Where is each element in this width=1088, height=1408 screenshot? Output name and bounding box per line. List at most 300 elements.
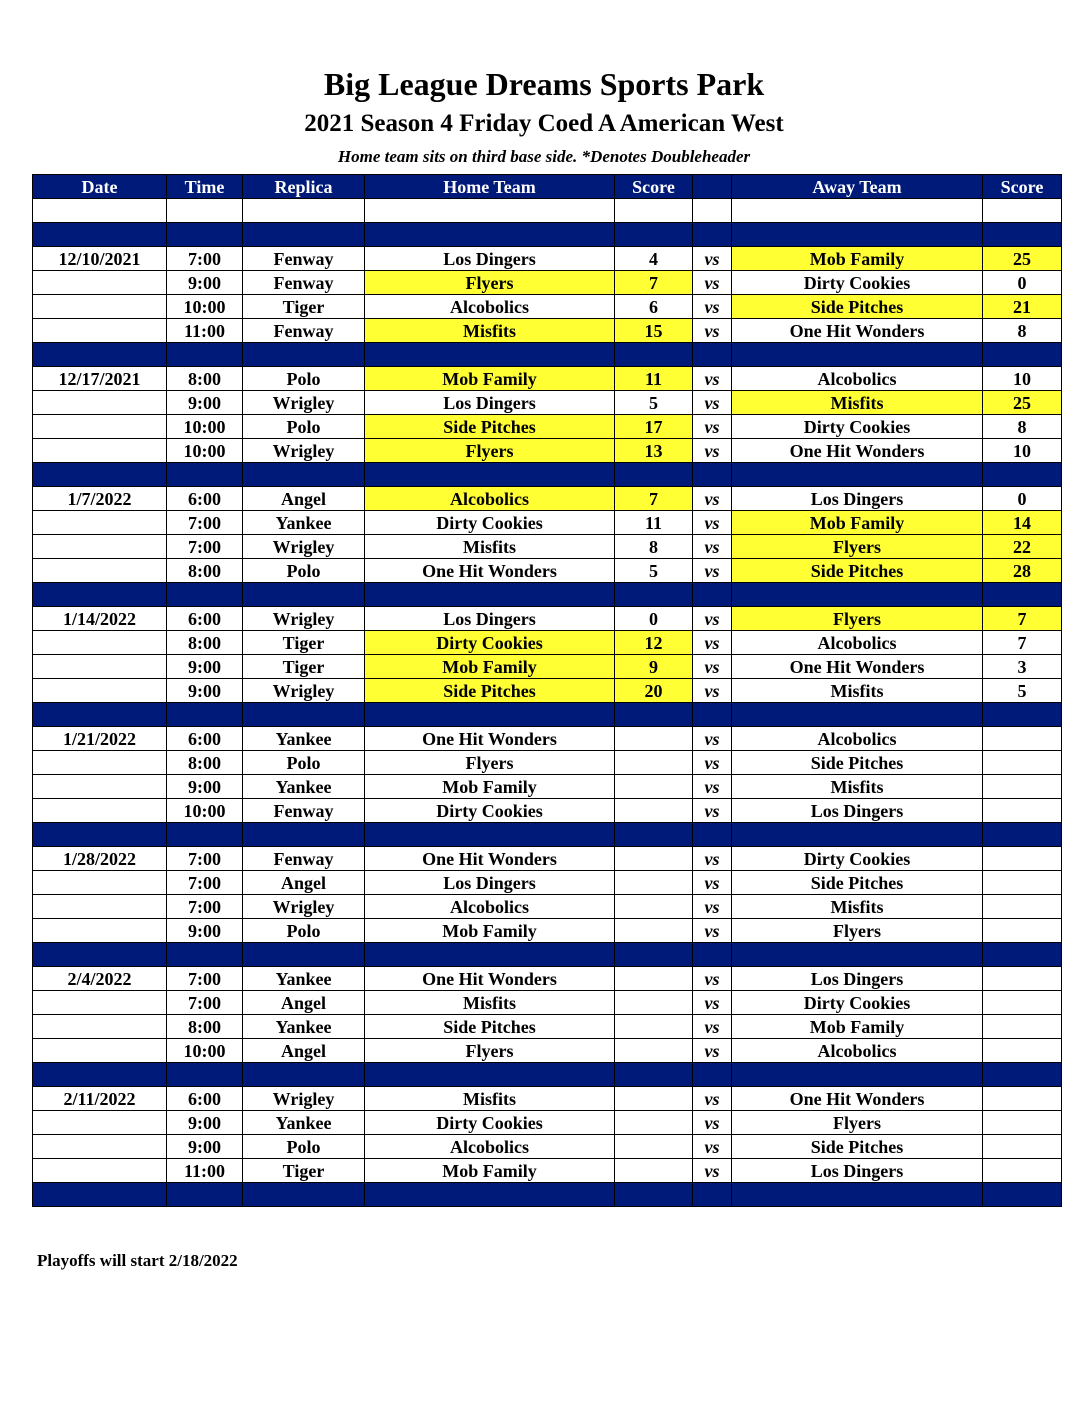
game-row <box>33 271 1062 295</box>
blank-row <box>33 199 1062 223</box>
away-team: Dirty Cookies <box>732 847 983 871</box>
vs-label: vs <box>693 775 732 799</box>
game-time: 9:00 <box>167 391 243 415</box>
home-team: Mob Family <box>365 1159 615 1183</box>
away-team: Mob Family <box>732 511 983 535</box>
game-time: 6:00 <box>167 727 243 751</box>
game-time: 8:00 <box>167 751 243 775</box>
game-replica: Polo <box>243 751 365 775</box>
away-score: 7 <box>983 607 1062 631</box>
game-row <box>33 439 1062 463</box>
away-team: Dirty Cookies <box>732 271 983 295</box>
away-team: Side Pitches <box>732 1135 983 1159</box>
game-time: 6:00 <box>167 487 243 511</box>
away-score: 8 <box>983 415 1062 439</box>
week-separator-row <box>33 223 1062 247</box>
game-row <box>33 1015 1062 1039</box>
week-separator-row <box>33 703 1062 727</box>
away-score <box>983 871 1062 895</box>
game-time: 8:00 <box>167 631 243 655</box>
week-separator-row <box>33 823 1062 847</box>
game-replica: Fenway <box>243 847 365 871</box>
away-team: Misfits <box>732 895 983 919</box>
away-team: Los Dingers <box>732 799 983 823</box>
away-score: 21 <box>983 295 1062 319</box>
game-row <box>33 415 1062 439</box>
home-team: One Hit Wonders <box>365 967 615 991</box>
game-date <box>33 679 167 703</box>
game-row <box>33 895 1062 919</box>
home-score <box>615 751 693 775</box>
home-score <box>615 991 693 1015</box>
home-score <box>615 799 693 823</box>
home-team: Side Pitches <box>365 1015 615 1039</box>
game-replica: Yankee <box>243 1111 365 1135</box>
vs-label: vs <box>693 607 732 631</box>
away-score <box>983 895 1062 919</box>
game-date <box>33 559 167 583</box>
away-score <box>983 1015 1062 1039</box>
away-team: One Hit Wonders <box>732 439 983 463</box>
home-team: Mob Family <box>365 919 615 943</box>
week-separator-row <box>33 463 1062 487</box>
game-time: 9:00 <box>167 919 243 943</box>
home-team: Side Pitches <box>365 679 615 703</box>
week-separator-row <box>33 1063 1062 1087</box>
game-date: 12/17/2021 <box>33 367 167 391</box>
page-title: Big League Dreams Sports Park <box>323 66 765 102</box>
game-time: 7:00 <box>167 247 243 271</box>
away-score: 22 <box>983 535 1062 559</box>
vs-label: vs <box>693 391 732 415</box>
page-subtitle: 2021 Season 4 Friday Coed A American West <box>304 110 784 137</box>
away-score: 5 <box>983 679 1062 703</box>
away-team: Mob Family <box>732 247 983 271</box>
game-row <box>33 607 1062 631</box>
home-score: 0 <box>615 607 693 631</box>
away-score: 25 <box>983 247 1062 271</box>
game-time: 9:00 <box>167 271 243 295</box>
game-time: 6:00 <box>167 1087 243 1111</box>
home-score: 12 <box>615 631 693 655</box>
game-replica: Angel <box>243 991 365 1015</box>
home-team: Mob Family <box>365 655 615 679</box>
col-header-away-score: Score <box>983 175 1062 199</box>
home-score: 11 <box>615 511 693 535</box>
home-score <box>615 775 693 799</box>
vs-label: vs <box>693 751 732 775</box>
away-team: Misfits <box>732 775 983 799</box>
game-row <box>33 727 1062 751</box>
away-score <box>983 727 1062 751</box>
game-time: 9:00 <box>167 1135 243 1159</box>
away-score: 7 <box>983 631 1062 655</box>
game-replica: Polo <box>243 1135 365 1159</box>
game-row <box>33 847 1062 871</box>
vs-label: vs <box>693 559 732 583</box>
game-date: 12/10/2021 <box>33 247 167 271</box>
game-replica: Angel <box>243 871 365 895</box>
game-time: 7:00 <box>167 991 243 1015</box>
header-row <box>33 175 1062 199</box>
game-replica: Angel <box>243 487 365 511</box>
away-score <box>983 1087 1062 1111</box>
home-score <box>615 871 693 895</box>
game-replica: Wrigley <box>243 535 365 559</box>
game-row <box>33 1135 1062 1159</box>
game-time: 7:00 <box>167 895 243 919</box>
game-date <box>33 1135 167 1159</box>
game-row <box>33 967 1062 991</box>
game-time: 10:00 <box>167 415 243 439</box>
game-row <box>33 487 1062 511</box>
vs-label: vs <box>693 919 732 943</box>
game-date <box>33 871 167 895</box>
game-replica: Polo <box>243 559 365 583</box>
home-score: 8 <box>615 535 693 559</box>
game-time: 7:00 <box>167 967 243 991</box>
game-time: 10:00 <box>167 295 243 319</box>
game-date: 1/21/2022 <box>33 727 167 751</box>
col-header-time: Time <box>167 175 243 199</box>
away-team: Dirty Cookies <box>732 991 983 1015</box>
game-row <box>33 1159 1062 1183</box>
away-score: 25 <box>983 391 1062 415</box>
home-score <box>615 1135 693 1159</box>
home-team: Alcobolics <box>365 487 615 511</box>
game-replica: Tiger <box>243 655 365 679</box>
vs-label: vs <box>693 679 732 703</box>
game-replica: Wrigley <box>243 391 365 415</box>
away-score <box>983 1159 1062 1183</box>
away-team: Alcobolics <box>732 631 983 655</box>
game-time: 9:00 <box>167 679 243 703</box>
game-date <box>33 319 167 343</box>
away-score <box>983 967 1062 991</box>
vs-label: vs <box>693 511 732 535</box>
game-replica: Wrigley <box>243 1087 365 1111</box>
game-time: 10:00 <box>167 799 243 823</box>
game-row <box>33 295 1062 319</box>
home-score: 7 <box>615 271 693 295</box>
away-team: Los Dingers <box>732 1159 983 1183</box>
vs-label: vs <box>693 1159 732 1183</box>
away-score <box>983 775 1062 799</box>
vs-label: vs <box>693 295 732 319</box>
home-score <box>615 727 693 751</box>
game-row <box>33 919 1062 943</box>
week-separator-row <box>33 343 1062 367</box>
home-team: One Hit Wonders <box>365 559 615 583</box>
home-team: Mob Family <box>365 367 615 391</box>
game-time: 9:00 <box>167 655 243 679</box>
away-team: Flyers <box>732 607 983 631</box>
home-team: Los Dingers <box>365 871 615 895</box>
game-date: 2/4/2022 <box>33 967 167 991</box>
away-team: Side Pitches <box>732 871 983 895</box>
home-team: Los Dingers <box>365 391 615 415</box>
away-team: One Hit Wonders <box>732 1087 983 1111</box>
vs-label: vs <box>693 895 732 919</box>
away-team: Flyers <box>732 535 983 559</box>
game-replica: Wrigley <box>243 607 365 631</box>
vs-label: vs <box>693 367 732 391</box>
game-time: 11:00 <box>167 1159 243 1183</box>
game-time: 10:00 <box>167 1039 243 1063</box>
game-date <box>33 1039 167 1063</box>
game-row <box>33 871 1062 895</box>
away-team: One Hit Wonders <box>732 655 983 679</box>
away-score: 3 <box>983 655 1062 679</box>
game-date <box>33 991 167 1015</box>
home-team: Misfits <box>365 319 615 343</box>
home-score: 5 <box>615 391 693 415</box>
home-score <box>615 1087 693 1111</box>
col-header-replica: Replica <box>243 175 365 199</box>
playoffs-note: Playoffs will start 2/18/2022 <box>37 1251 238 1270</box>
col-header-date: Date <box>33 175 167 199</box>
home-team: Dirty Cookies <box>365 799 615 823</box>
game-date <box>33 799 167 823</box>
home-team: Alcobolics <box>365 295 615 319</box>
vs-label: vs <box>693 1135 732 1159</box>
game-replica: Polo <box>243 415 365 439</box>
week-separator-row <box>33 1183 1062 1207</box>
vs-label: vs <box>693 415 732 439</box>
game-time: 8:00 <box>167 559 243 583</box>
home-team: Flyers <box>365 271 615 295</box>
game-replica: Fenway <box>243 799 365 823</box>
game-row <box>33 991 1062 1015</box>
game-date <box>33 295 167 319</box>
away-score <box>983 847 1062 871</box>
home-score <box>615 919 693 943</box>
vs-label: vs <box>693 1015 732 1039</box>
game-row <box>33 535 1062 559</box>
home-score: 20 <box>615 679 693 703</box>
home-team: Misfits <box>365 535 615 559</box>
away-score: 28 <box>983 559 1062 583</box>
away-score <box>983 919 1062 943</box>
game-replica: Tiger <box>243 631 365 655</box>
game-time: 7:00 <box>167 847 243 871</box>
home-score <box>615 1039 693 1063</box>
game-date <box>33 1159 167 1183</box>
game-replica: Polo <box>243 367 365 391</box>
home-score <box>615 847 693 871</box>
game-replica: Tiger <box>243 295 365 319</box>
game-time: 8:00 <box>167 1015 243 1039</box>
game-row <box>33 319 1062 343</box>
col-header-home-score: Score <box>615 175 693 199</box>
home-team: Dirty Cookies <box>365 511 615 535</box>
vs-label: vs <box>693 991 732 1015</box>
game-row <box>33 391 1062 415</box>
home-score <box>615 895 693 919</box>
game-date <box>33 751 167 775</box>
game-time: 7:00 <box>167 511 243 535</box>
week-separator-row <box>33 943 1062 967</box>
away-score <box>983 991 1062 1015</box>
home-score <box>615 967 693 991</box>
vs-label: vs <box>693 487 732 511</box>
vs-label: vs <box>693 967 732 991</box>
game-row <box>33 1087 1062 1111</box>
away-score <box>983 751 1062 775</box>
game-date <box>33 895 167 919</box>
home-team: Los Dingers <box>365 607 615 631</box>
game-replica: Wrigley <box>243 679 365 703</box>
away-team: Alcobolics <box>732 367 983 391</box>
home-team: Misfits <box>365 991 615 1015</box>
game-date <box>33 391 167 415</box>
vs-label: vs <box>693 535 732 559</box>
away-team: Alcobolics <box>732 1039 983 1063</box>
home-team: Dirty Cookies <box>365 631 615 655</box>
game-row <box>33 775 1062 799</box>
game-date <box>33 775 167 799</box>
home-team: Dirty Cookies <box>365 1111 615 1135</box>
game-date <box>33 415 167 439</box>
away-team: Misfits <box>732 679 983 703</box>
schedule-table <box>32 174 1062 1207</box>
col-header-away-team: Away Team <box>732 175 983 199</box>
game-time: 9:00 <box>167 1111 243 1135</box>
game-row <box>33 511 1062 535</box>
vs-label: vs <box>693 1087 732 1111</box>
home-team: Misfits <box>365 1087 615 1111</box>
game-date <box>33 1015 167 1039</box>
game-row <box>33 751 1062 775</box>
game-time: 7:00 <box>167 535 243 559</box>
game-replica: Yankee <box>243 967 365 991</box>
game-date <box>33 535 167 559</box>
home-score: 13 <box>615 439 693 463</box>
vs-label: vs <box>693 847 732 871</box>
away-team: Misfits <box>732 391 983 415</box>
game-date <box>33 1111 167 1135</box>
vs-label: vs <box>693 439 732 463</box>
away-score <box>983 1039 1062 1063</box>
away-team: Alcobolics <box>732 727 983 751</box>
home-team: Flyers <box>365 1039 615 1063</box>
game-replica: Wrigley <box>243 895 365 919</box>
game-row <box>33 559 1062 583</box>
away-score <box>983 1111 1062 1135</box>
home-score: 6 <box>615 295 693 319</box>
home-score <box>615 1111 693 1135</box>
home-team: Los Dingers <box>365 247 615 271</box>
home-score <box>615 1015 693 1039</box>
away-score: 10 <box>983 439 1062 463</box>
game-time: 11:00 <box>167 319 243 343</box>
game-date: 1/14/2022 <box>33 607 167 631</box>
vs-label: vs <box>693 631 732 655</box>
game-replica: Yankee <box>243 1015 365 1039</box>
vs-label: vs <box>693 655 732 679</box>
game-replica: Yankee <box>243 775 365 799</box>
game-date: 1/7/2022 <box>33 487 167 511</box>
game-date <box>33 631 167 655</box>
game-replica: Fenway <box>243 247 365 271</box>
away-team: Side Pitches <box>732 295 983 319</box>
game-replica: Wrigley <box>243 439 365 463</box>
game-date <box>33 655 167 679</box>
away-score <box>983 1135 1062 1159</box>
vs-label: vs <box>693 247 732 271</box>
game-time: 6:00 <box>167 607 243 631</box>
game-row <box>33 1111 1062 1135</box>
game-replica: Fenway <box>243 319 365 343</box>
game-row <box>33 367 1062 391</box>
game-time: 9:00 <box>167 775 243 799</box>
away-team: Mob Family <box>732 1015 983 1039</box>
game-replica: Yankee <box>243 727 365 751</box>
home-score: 15 <box>615 319 693 343</box>
away-team: Los Dingers <box>732 487 983 511</box>
home-team: One Hit Wonders <box>365 727 615 751</box>
home-team: Alcobolics <box>365 1135 615 1159</box>
game-date <box>33 271 167 295</box>
game-time: 10:00 <box>167 439 243 463</box>
game-replica: Tiger <box>243 1159 365 1183</box>
game-replica: Fenway <box>243 271 365 295</box>
away-team: Side Pitches <box>732 751 983 775</box>
schedule-body <box>33 199 1062 1207</box>
vs-label: vs <box>693 799 732 823</box>
vs-label: vs <box>693 319 732 343</box>
away-score: 0 <box>983 487 1062 511</box>
vs-label: vs <box>693 1111 732 1135</box>
game-row <box>33 679 1062 703</box>
home-score: 17 <box>615 415 693 439</box>
game-replica: Yankee <box>243 511 365 535</box>
game-date: 1/28/2022 <box>33 847 167 871</box>
header-note: Home team sits on third base side. *Denotes Doubleheader <box>337 147 751 166</box>
away-score: 8 <box>983 319 1062 343</box>
vs-label: vs <box>693 1039 732 1063</box>
home-score: 4 <box>615 247 693 271</box>
away-team: One Hit Wonders <box>732 319 983 343</box>
home-team: Side Pitches <box>365 415 615 439</box>
game-replica: Polo <box>243 919 365 943</box>
home-score: 11 <box>615 367 693 391</box>
away-team: Flyers <box>732 1111 983 1135</box>
game-date <box>33 919 167 943</box>
vs-label: vs <box>693 727 732 751</box>
week-separator-row <box>33 583 1062 607</box>
away-team: Side Pitches <box>732 559 983 583</box>
game-date <box>33 439 167 463</box>
game-time: 7:00 <box>167 871 243 895</box>
vs-label: vs <box>693 871 732 895</box>
home-score: 7 <box>615 487 693 511</box>
game-row <box>33 247 1062 271</box>
game-row <box>33 1039 1062 1063</box>
home-team: Mob Family <box>365 775 615 799</box>
game-row <box>33 655 1062 679</box>
game-row <box>33 799 1062 823</box>
home-team: Flyers <box>365 439 615 463</box>
away-team: Dirty Cookies <box>732 415 983 439</box>
col-header-vs <box>693 175 732 199</box>
home-score <box>615 1159 693 1183</box>
game-row <box>33 631 1062 655</box>
home-score: 9 <box>615 655 693 679</box>
game-time: 8:00 <box>167 367 243 391</box>
game-date: 2/11/2022 <box>33 1087 167 1111</box>
away-score: 0 <box>983 271 1062 295</box>
